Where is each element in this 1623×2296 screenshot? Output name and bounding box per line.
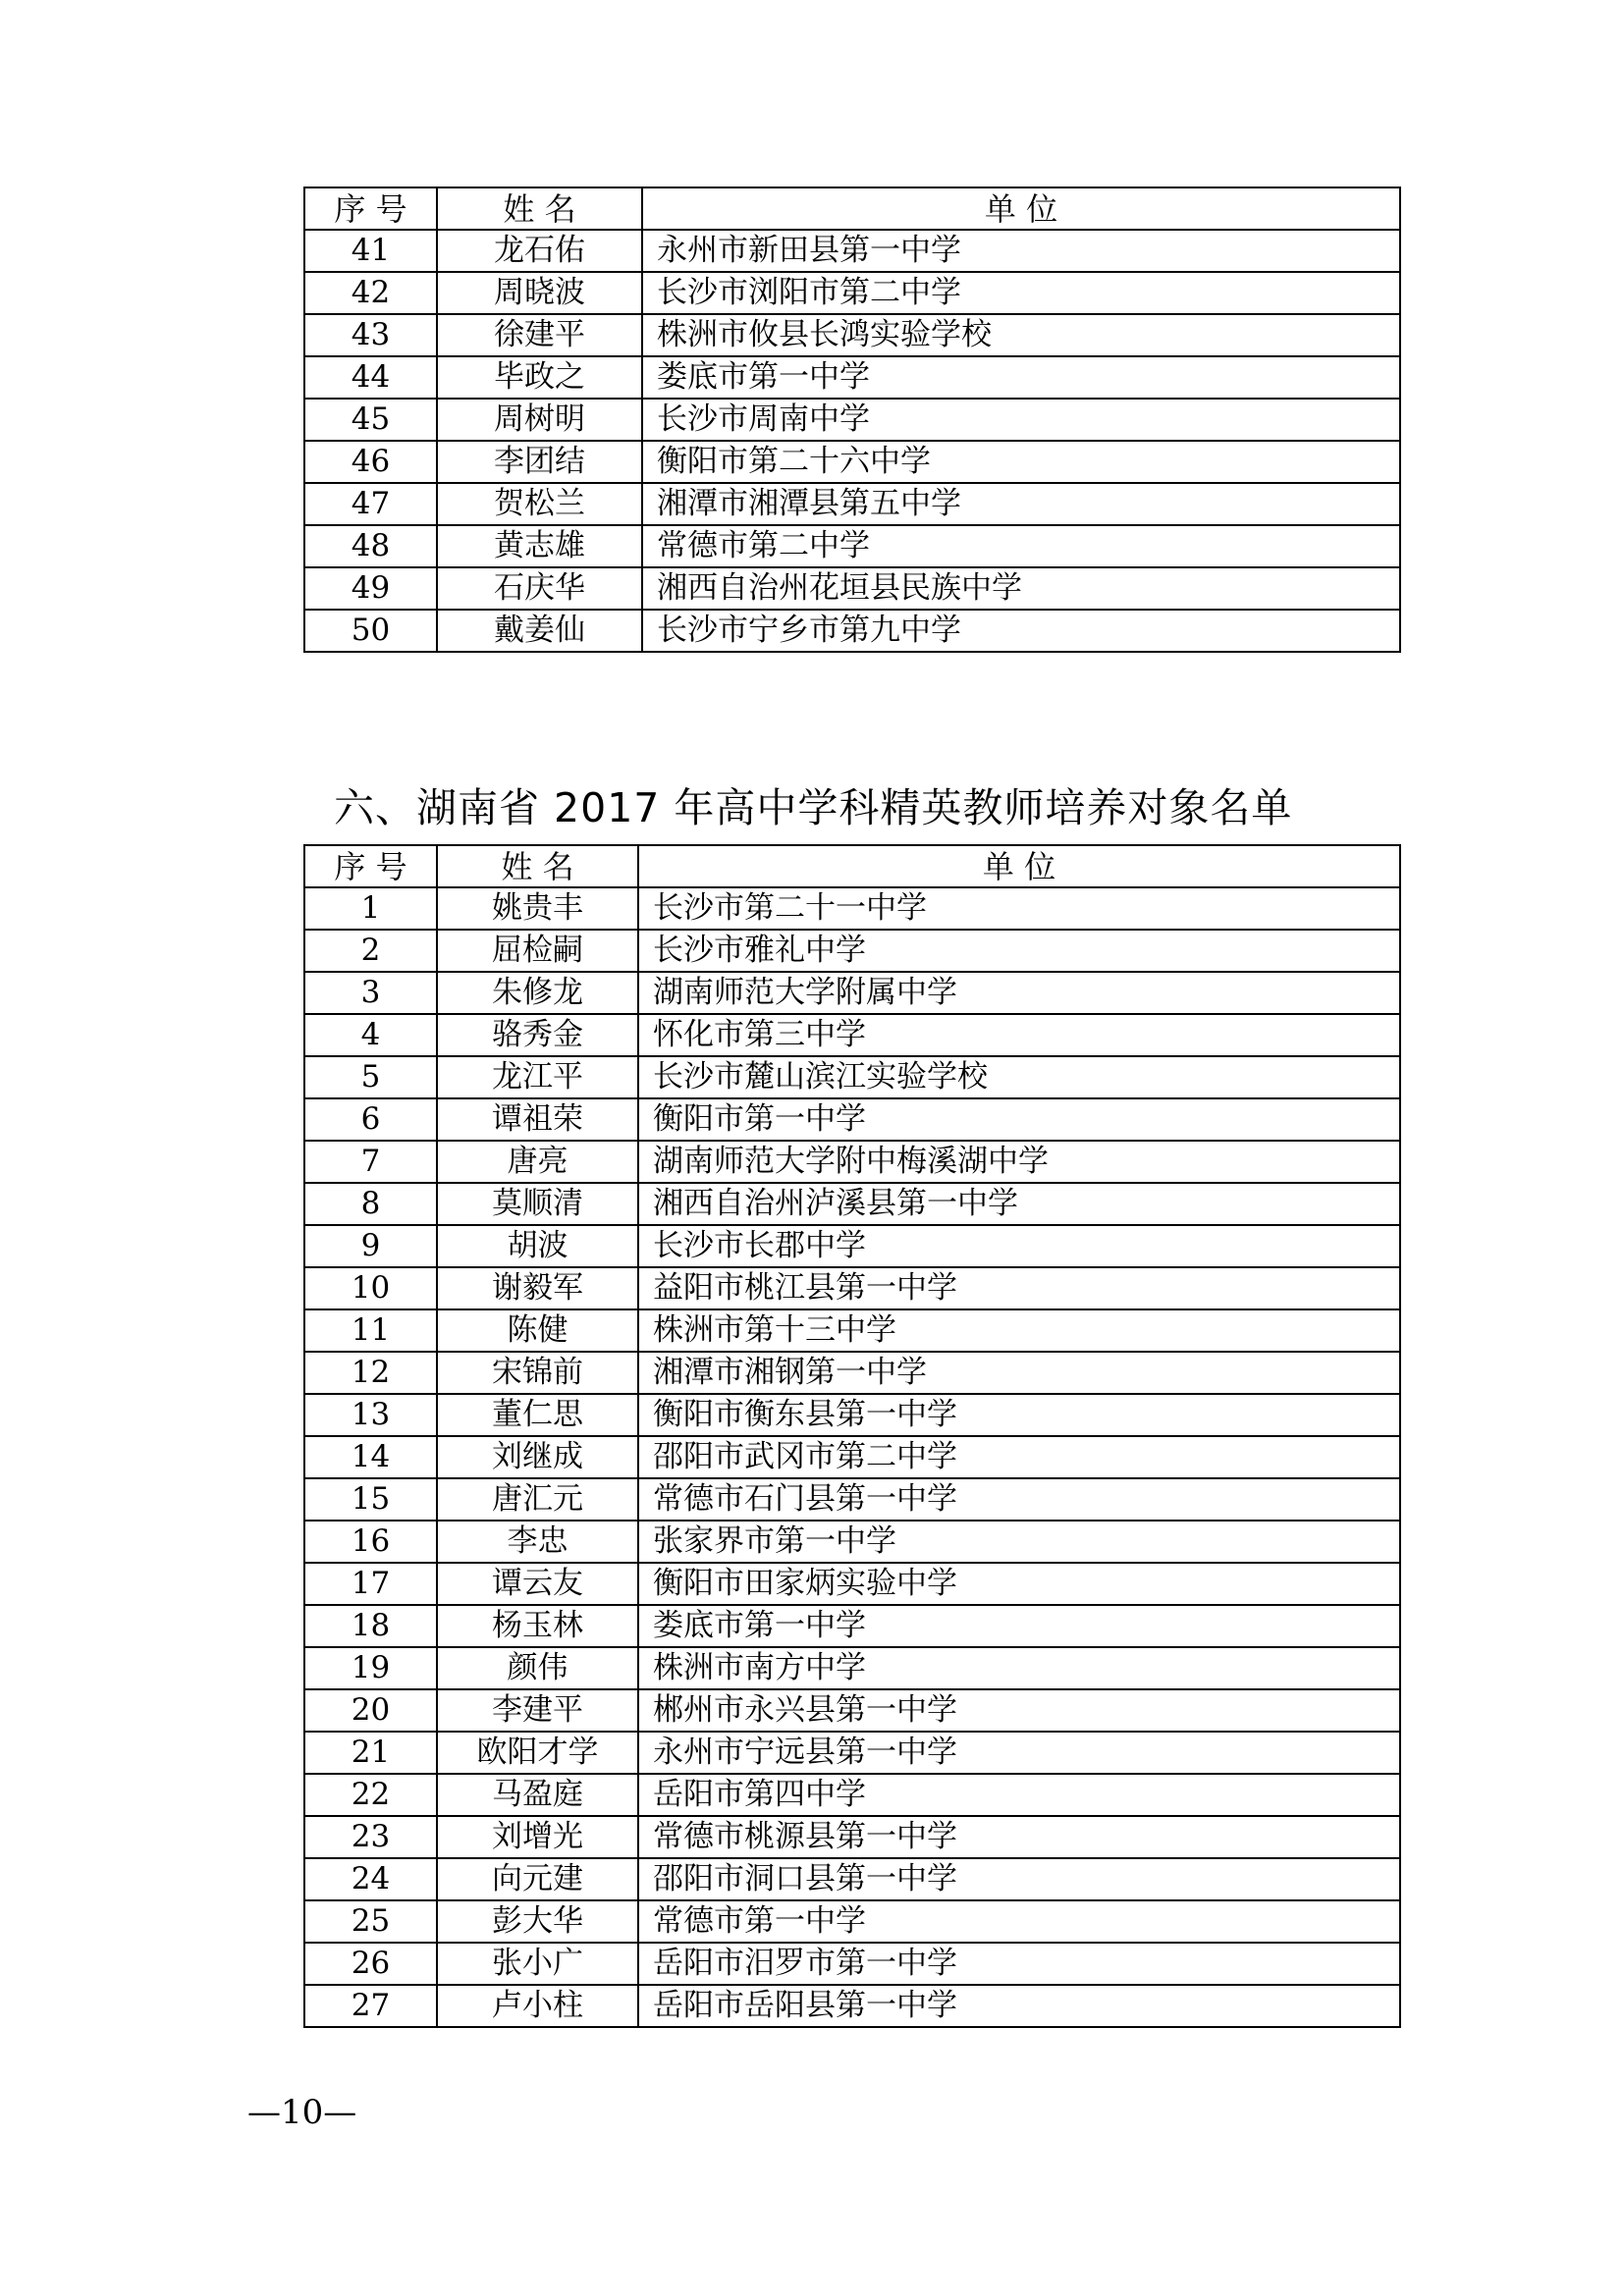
table-row [304,1816,1400,1858]
cell-organization: 岳阳市第四中学 [638,1774,1400,1816]
table-row [304,1563,1400,1605]
cell-name: 徐建平 [437,314,642,356]
cell-serial-number: 26 [304,1943,437,1985]
table-row [304,1985,1400,2027]
cell-organization: 怀化市第三中学 [638,1014,1400,1056]
cell-serial-number: 18 [304,1605,437,1647]
table-row [304,1056,1400,1098]
cell-serial-number: 45 [304,399,437,441]
table-row [304,930,1400,972]
cell-serial-number: 4 [304,1014,437,1056]
table-row [304,1267,1400,1309]
cell-serial-number: 25 [304,1900,437,1943]
cell-serial-number: 14 [304,1436,437,1478]
cell-name: 谭云友 [437,1563,638,1605]
cell-name: 姚贵丰 [437,887,638,930]
cell-serial-number: 44 [304,356,437,399]
cell-organization: 常德市石门县第一中学 [638,1478,1400,1521]
table-row [304,1309,1400,1352]
cell-organization: 株洲市南方中学 [638,1647,1400,1689]
cell-serial-number: 20 [304,1689,437,1732]
table-row [304,1394,1400,1436]
table-row [304,1647,1400,1689]
table-row [304,1732,1400,1774]
cell-organization: 湘潭市湘潭县第五中学 [642,483,1400,525]
cell-serial-number: 24 [304,1858,437,1900]
table-row [304,1900,1400,1943]
cell-organization: 长沙市周南中学 [642,399,1400,441]
cell-serial-number: 16 [304,1521,437,1563]
cell-name: 唐汇元 [437,1478,638,1521]
table-row [304,972,1400,1014]
cell-name: 莫顺清 [437,1183,638,1225]
table-row [304,1774,1400,1816]
cell-serial-number: 49 [304,567,437,610]
cell-organization: 常德市第二中学 [642,525,1400,567]
cell-serial-number: 1 [304,887,437,930]
table-row [304,1605,1400,1647]
cell-name: 龙石佑 [437,230,642,272]
cell-organization: 湘西自治州泸溪县第一中学 [638,1183,1400,1225]
cell-serial-number: 50 [304,610,437,652]
cell-organization: 郴州市永兴县第一中学 [638,1689,1400,1732]
header-name: 姓 名 [437,845,638,887]
table-header-row [304,187,1400,230]
table-row [304,1436,1400,1478]
table-row [304,1478,1400,1521]
cell-serial-number: 21 [304,1732,437,1774]
cell-name: 贺松兰 [437,483,642,525]
table-row [304,272,1400,314]
cell-serial-number: 9 [304,1225,437,1267]
cell-serial-number: 8 [304,1183,437,1225]
cell-name: 董仁思 [437,1394,638,1436]
table-row [304,525,1400,567]
cell-serial-number: 22 [304,1774,437,1816]
cell-organization: 株洲市攸县长鸿实验学校 [642,314,1400,356]
header-organization: 单 位 [638,845,1400,887]
cell-organization: 长沙市第二十一中学 [638,887,1400,930]
table-row [304,1183,1400,1225]
cell-name: 李团结 [437,441,642,483]
cell-name: 骆秀金 [437,1014,638,1056]
cell-organization: 岳阳市汨罗市第一中学 [638,1943,1400,1985]
table-row [304,887,1400,930]
cell-name: 毕政之 [437,356,642,399]
cell-name: 刘继成 [437,1436,638,1478]
cell-serial-number: 47 [304,483,437,525]
cell-name: 张小广 [437,1943,638,1985]
cell-organization: 湘潭市湘钢第一中学 [638,1352,1400,1394]
cell-organization: 长沙市宁乡市第九中学 [642,610,1400,652]
cell-organization: 衡阳市第一中学 [638,1098,1400,1141]
cell-name: 周树明 [437,399,642,441]
cell-name: 屈检嗣 [437,930,638,972]
table-row [304,1858,1400,1900]
table-row [304,483,1400,525]
cell-organization: 长沙市长郡中学 [638,1225,1400,1267]
cell-organization: 邵阳市洞口县第一中学 [638,1858,1400,1900]
cell-name: 向元建 [437,1858,638,1900]
cell-organization: 湖南师范大学附中梅溪湖中学 [638,1141,1400,1183]
cell-name: 石庆华 [437,567,642,610]
cell-serial-number: 19 [304,1647,437,1689]
table-row [304,567,1400,610]
cell-name: 黄志雄 [437,525,642,567]
cell-serial-number: 17 [304,1563,437,1605]
cell-organization: 衡阳市第二十六中学 [642,441,1400,483]
table-header-row [304,845,1400,887]
table-row [304,1141,1400,1183]
cell-serial-number: 10 [304,1267,437,1309]
cell-name: 李忠 [437,1521,638,1563]
header-organization: 单 位 [642,187,1400,230]
cell-serial-number: 15 [304,1478,437,1521]
cell-name: 谭祖荣 [437,1098,638,1141]
table-row [304,356,1400,399]
cell-organization: 娄底市第一中学 [638,1605,1400,1647]
cell-serial-number: 5 [304,1056,437,1098]
cell-organization: 永州市新田县第一中学 [642,230,1400,272]
table-body [304,230,1400,652]
cell-organization: 衡阳市田家炳实验中学 [638,1563,1400,1605]
cell-name: 戴姜仙 [437,610,642,652]
cell-name: 谢毅军 [437,1267,638,1309]
table-row [304,1352,1400,1394]
cell-name: 陈健 [437,1309,638,1352]
table-row [304,399,1400,441]
section-title: 六、湖南省 2017 年高中学科精英教师培养对象名单 [334,784,1293,831]
cell-organization: 株洲市第十三中学 [638,1309,1400,1352]
cell-serial-number: 12 [304,1352,437,1394]
cell-organization: 长沙市雅礼中学 [638,930,1400,972]
cell-serial-number: 27 [304,1985,437,2027]
cell-organization: 常德市第一中学 [638,1900,1400,1943]
cell-organization: 邵阳市武冈市第二中学 [638,1436,1400,1478]
cell-organization: 岳阳市岳阳县第一中学 [638,1985,1400,2027]
cell-organization: 湘西自治州花垣县民族中学 [642,567,1400,610]
table-row [304,1014,1400,1056]
cell-serial-number: 48 [304,525,437,567]
cell-name: 杨玉林 [437,1605,638,1647]
cell-serial-number: 46 [304,441,437,483]
cell-name: 卢小柱 [437,1985,638,2027]
header-serial-number: 序 号 [304,187,437,230]
cell-organization: 衡阳市衡东县第一中学 [638,1394,1400,1436]
cell-serial-number: 43 [304,314,437,356]
cell-organization: 长沙市浏阳市第二中学 [642,272,1400,314]
cell-organization: 长沙市麓山滨江实验学校 [638,1056,1400,1098]
table-row [304,441,1400,483]
cell-name: 彭大华 [437,1900,638,1943]
table-row [304,1943,1400,1985]
cell-organization: 永州市宁远县第一中学 [638,1732,1400,1774]
header-serial-number: 序 号 [304,845,437,887]
cell-organization: 娄底市第一中学 [642,356,1400,399]
cell-organization: 湖南师范大学附属中学 [638,972,1400,1014]
table-row [304,1689,1400,1732]
cell-name: 唐亮 [437,1141,638,1183]
cell-name: 龙江平 [437,1056,638,1098]
roster-table-elite-teachers [303,844,1401,2028]
table-row [304,1225,1400,1267]
cell-serial-number: 6 [304,1098,437,1141]
cell-serial-number: 3 [304,972,437,1014]
table-row [304,230,1400,272]
cell-name: 宋锦前 [437,1352,638,1394]
cell-name: 马盈庭 [437,1774,638,1816]
cell-name: 刘增光 [437,1816,638,1858]
cell-serial-number: 42 [304,272,437,314]
cell-serial-number: 23 [304,1816,437,1858]
cell-serial-number: 13 [304,1394,437,1436]
page-number: —10— [247,2093,357,2132]
cell-name: 李建平 [437,1689,638,1732]
table-row [304,314,1400,356]
cell-serial-number: 7 [304,1141,437,1183]
cell-organization: 益阳市桃江县第一中学 [638,1267,1400,1309]
table-body [304,887,1400,2027]
cell-organization: 张家界市第一中学 [638,1521,1400,1563]
cell-name: 颜伟 [437,1647,638,1689]
cell-name: 朱修龙 [437,972,638,1014]
cell-serial-number: 41 [304,230,437,272]
table-row [304,610,1400,652]
cell-serial-number: 11 [304,1309,437,1352]
cell-serial-number: 2 [304,930,437,972]
table-row [304,1521,1400,1563]
header-name: 姓 名 [437,187,642,230]
cell-name: 欧阳才学 [437,1732,638,1774]
roster-table-continued [303,187,1401,653]
cell-organization: 常德市桃源县第一中学 [638,1816,1400,1858]
cell-name: 周晓波 [437,272,642,314]
cell-name: 胡波 [437,1225,638,1267]
table-row [304,1098,1400,1141]
